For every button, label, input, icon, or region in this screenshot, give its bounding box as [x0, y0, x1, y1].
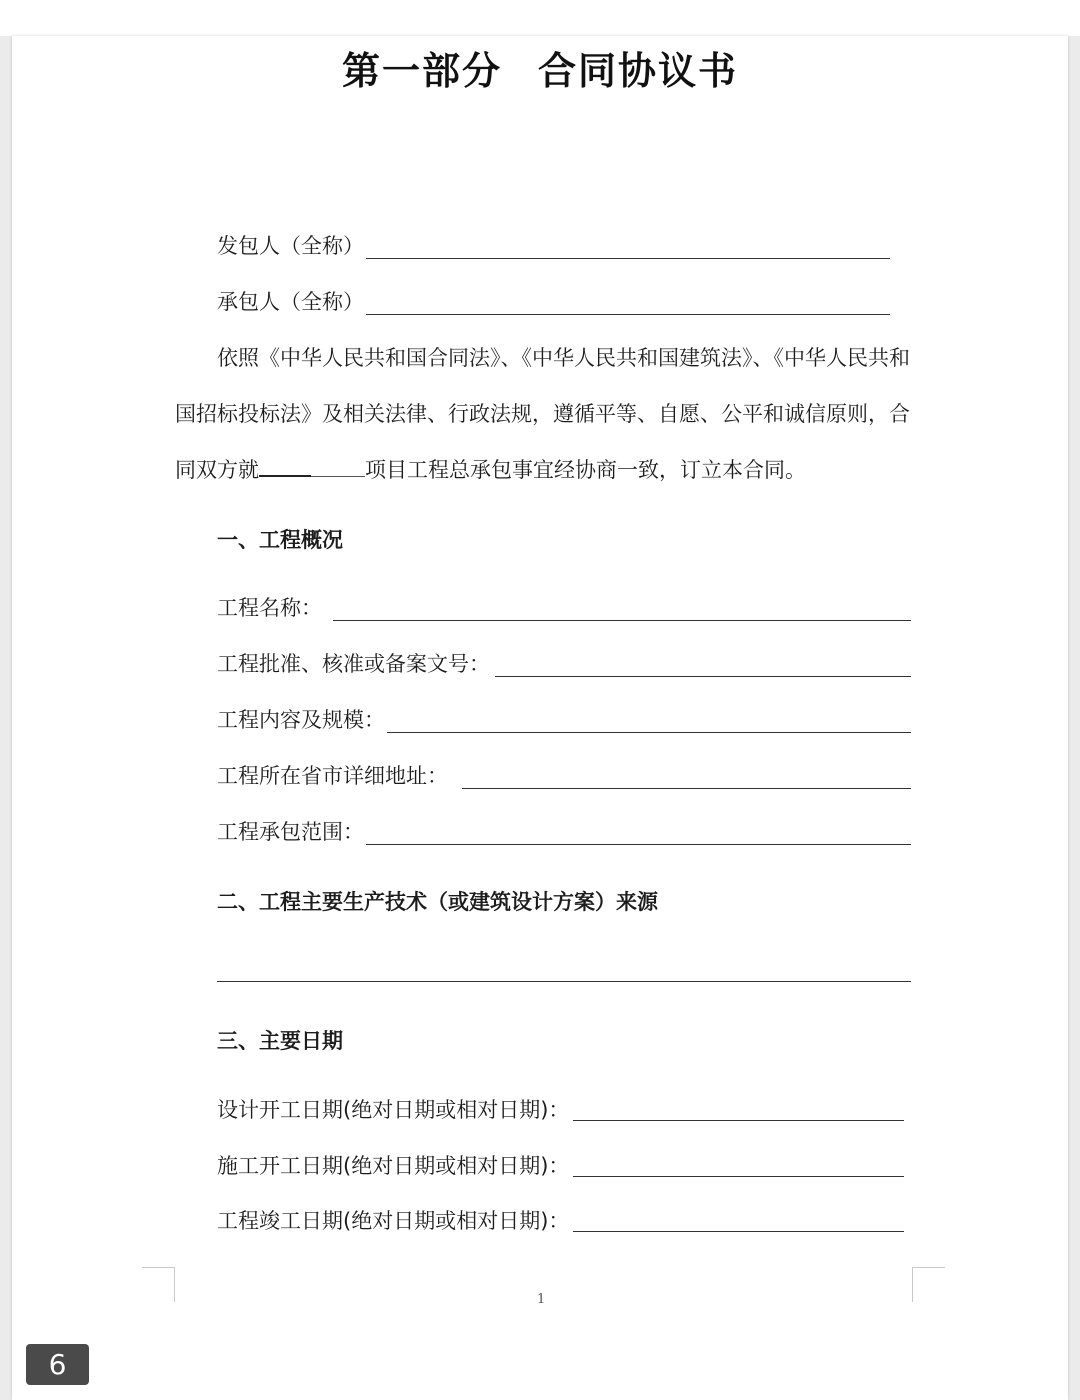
- intro-line-3-prefix: 同双方就: [175, 458, 259, 482]
- margin-corner-left: [142, 1267, 175, 1302]
- field-contract-scope-label: 工程承包范围：: [217, 820, 364, 844]
- section-2-heading: 二、工程主要生产技术（或建筑设计方案）来源: [217, 890, 658, 914]
- party-a-blank[interactable]: [366, 258, 890, 259]
- date-completion-blank[interactable]: [573, 1231, 904, 1232]
- section-3-heading: 三、主要日期: [217, 1029, 343, 1053]
- page-number: 1: [537, 1292, 546, 1307]
- intro-line-1: 依照《中华人民共和国合同法》、《中华人民共和国建筑法》、《中华人民共和: [217, 346, 910, 370]
- project-name-blank[interactable]: [259, 457, 311, 477]
- field-approval-number-blank[interactable]: [495, 676, 911, 677]
- party-b-blank[interactable]: [366, 314, 890, 315]
- field-contract-scope-blank[interactable]: [366, 844, 911, 845]
- intro-line-2: 国招标投标法》及相关法律、行政法规，遵循平等、自愿、公平和诚信原则，合: [175, 402, 910, 426]
- document-page: [12, 36, 1068, 1400]
- page-badge[interactable]: 6: [26, 1344, 89, 1385]
- date-construction-start-blank[interactable]: [573, 1176, 904, 1177]
- date-completion-label: 工程竣工日期(绝对日期或相对日期)：: [217, 1209, 570, 1233]
- date-construction-start-label: 施工开工日期(绝对日期或相对日期)：: [217, 1154, 570, 1178]
- date-design-start-blank[interactable]: [573, 1120, 904, 1121]
- top-bar: [0, 0, 1080, 36]
- party-a-label: 发包人（全称）: [217, 234, 364, 258]
- margin-corner-right: [912, 1267, 945, 1302]
- intro-line-3: [175, 456, 806, 484]
- project-name-blank-2[interactable]: [311, 458, 365, 477]
- field-project-name-blank[interactable]: [333, 620, 911, 621]
- field-project-name-label: 工程名称：: [217, 596, 322, 620]
- field-address-blank[interactable]: [462, 788, 911, 789]
- date-design-start-label: 设计开工日期(绝对日期或相对日期)：: [217, 1098, 570, 1122]
- title-part: 第一部分: [341, 49, 502, 93]
- section-1-heading: 一、工程概况: [217, 528, 343, 552]
- field-scope-content-blank[interactable]: [387, 732, 911, 733]
- page-title: [0, 40, 1080, 95]
- section-2-blank[interactable]: [217, 981, 911, 982]
- field-approval-number-label: 工程批准、核准或备案文号：: [217, 652, 490, 676]
- field-scope-content-label: 工程内容及规模：: [217, 708, 385, 732]
- intro-line-3-suffix: 项目工程总承包事宜经协商一致，订立本合同。: [365, 458, 806, 482]
- field-address-label: 工程所在省市详细地址：: [217, 764, 448, 788]
- title-name: 合同协议书: [538, 49, 739, 93]
- party-b-label: 承包人（全称）: [217, 290, 364, 314]
